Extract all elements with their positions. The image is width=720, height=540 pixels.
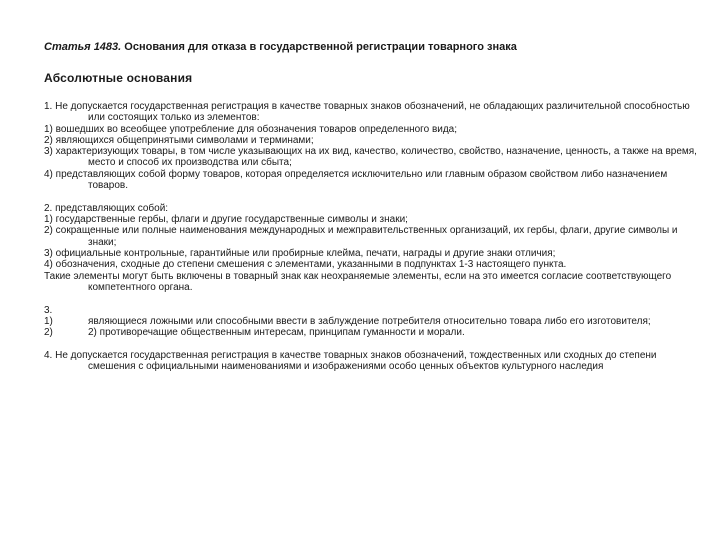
paragraph-3-item-1-number: 1)	[44, 316, 53, 328]
paragraph-3-item-2-text: 2) противоречащие общественным интересам, принципам гуманности и морали.	[88, 327, 465, 339]
spacer	[44, 339, 700, 351]
paragraph-2-item-1: 1) государственные гербы, флаги и другие государственные символы и знаки;	[44, 214, 408, 226]
article-title-text: Основания для отказа в государственной регистрации товарного знака	[124, 41, 517, 53]
paragraph-2-note: Такие элементы могут быть включены в товарный знак как неохраняемые элементы, если на это имеется согласие соответствующего компетентного органа.	[44, 270, 672, 293]
section-heading: Абсолютные основания	[44, 71, 193, 85]
paragraph-2-item-4: 4) обозначения, сходные до степени смешения с элементами, указанными в подпунктах 1-3 настоящего пункта.	[44, 259, 567, 271]
paragraph-1-intro: 1. Не допускается государственная регистрация в качестве товарных знаков обозначений, не обладающих различительной способностью или состоящих только из элементов:	[44, 101, 690, 124]
paragraph-1-item-3: 3) характеризующих товары, в том числе указывающих на их вид, качество, количество, свойство, назначение, ценность, а также на время, место и способ их производства или сбыта;	[44, 146, 697, 169]
paragraph-3-item-1-text: являющиеся ложными или способными ввести в заблуждение потребителя относительно товара либо его изготовителя;	[88, 316, 651, 328]
paragraph-1-item-1: 1) вошедших во всеобщее употребление для обозначения товаров определенного вида;	[44, 123, 458, 135]
spacer	[44, 191, 700, 203]
article-title	[44, 41, 517, 53]
paragraph-4: 4. Не допускается государственная регистрация в качестве товарных знаков обозначений, тождественных или сходных до степени смешения с официальными наименованиями и изображениями особо ценных объектов культурного наследия	[44, 350, 657, 373]
paragraph-2-item-2: 2) сокращенные или полные наименования международных и межправительственных организаций, их гербы, флаги, другие символы и знаки;	[44, 225, 678, 248]
spacer	[44, 293, 700, 305]
paragraph-2-item-3: 3) официальные контрольные, гарантийные или пробирные клейма, печати, награды и другие знаки отличия;	[44, 248, 556, 260]
article-body	[44, 101, 700, 373]
paragraph-3-item-2-number: 2)	[44, 327, 53, 339]
paragraph-3-item-2	[44, 327, 700, 338]
paragraph-3-item-1	[44, 316, 700, 327]
paragraph-1-item-2: 2) являющихся общепринятыми символами и терминами;	[44, 134, 314, 146]
paragraph-2-intro: 2. представляющих собой:	[44, 202, 169, 214]
paragraph-3-number: 3.	[44, 304, 53, 316]
paragraph-1-item-4: 4) представляющих собой форму товаров, которая определяется исключительно или главным образом свойством либо назначением товаров.	[44, 168, 668, 192]
article-number: Статья 1483.	[44, 41, 122, 53]
